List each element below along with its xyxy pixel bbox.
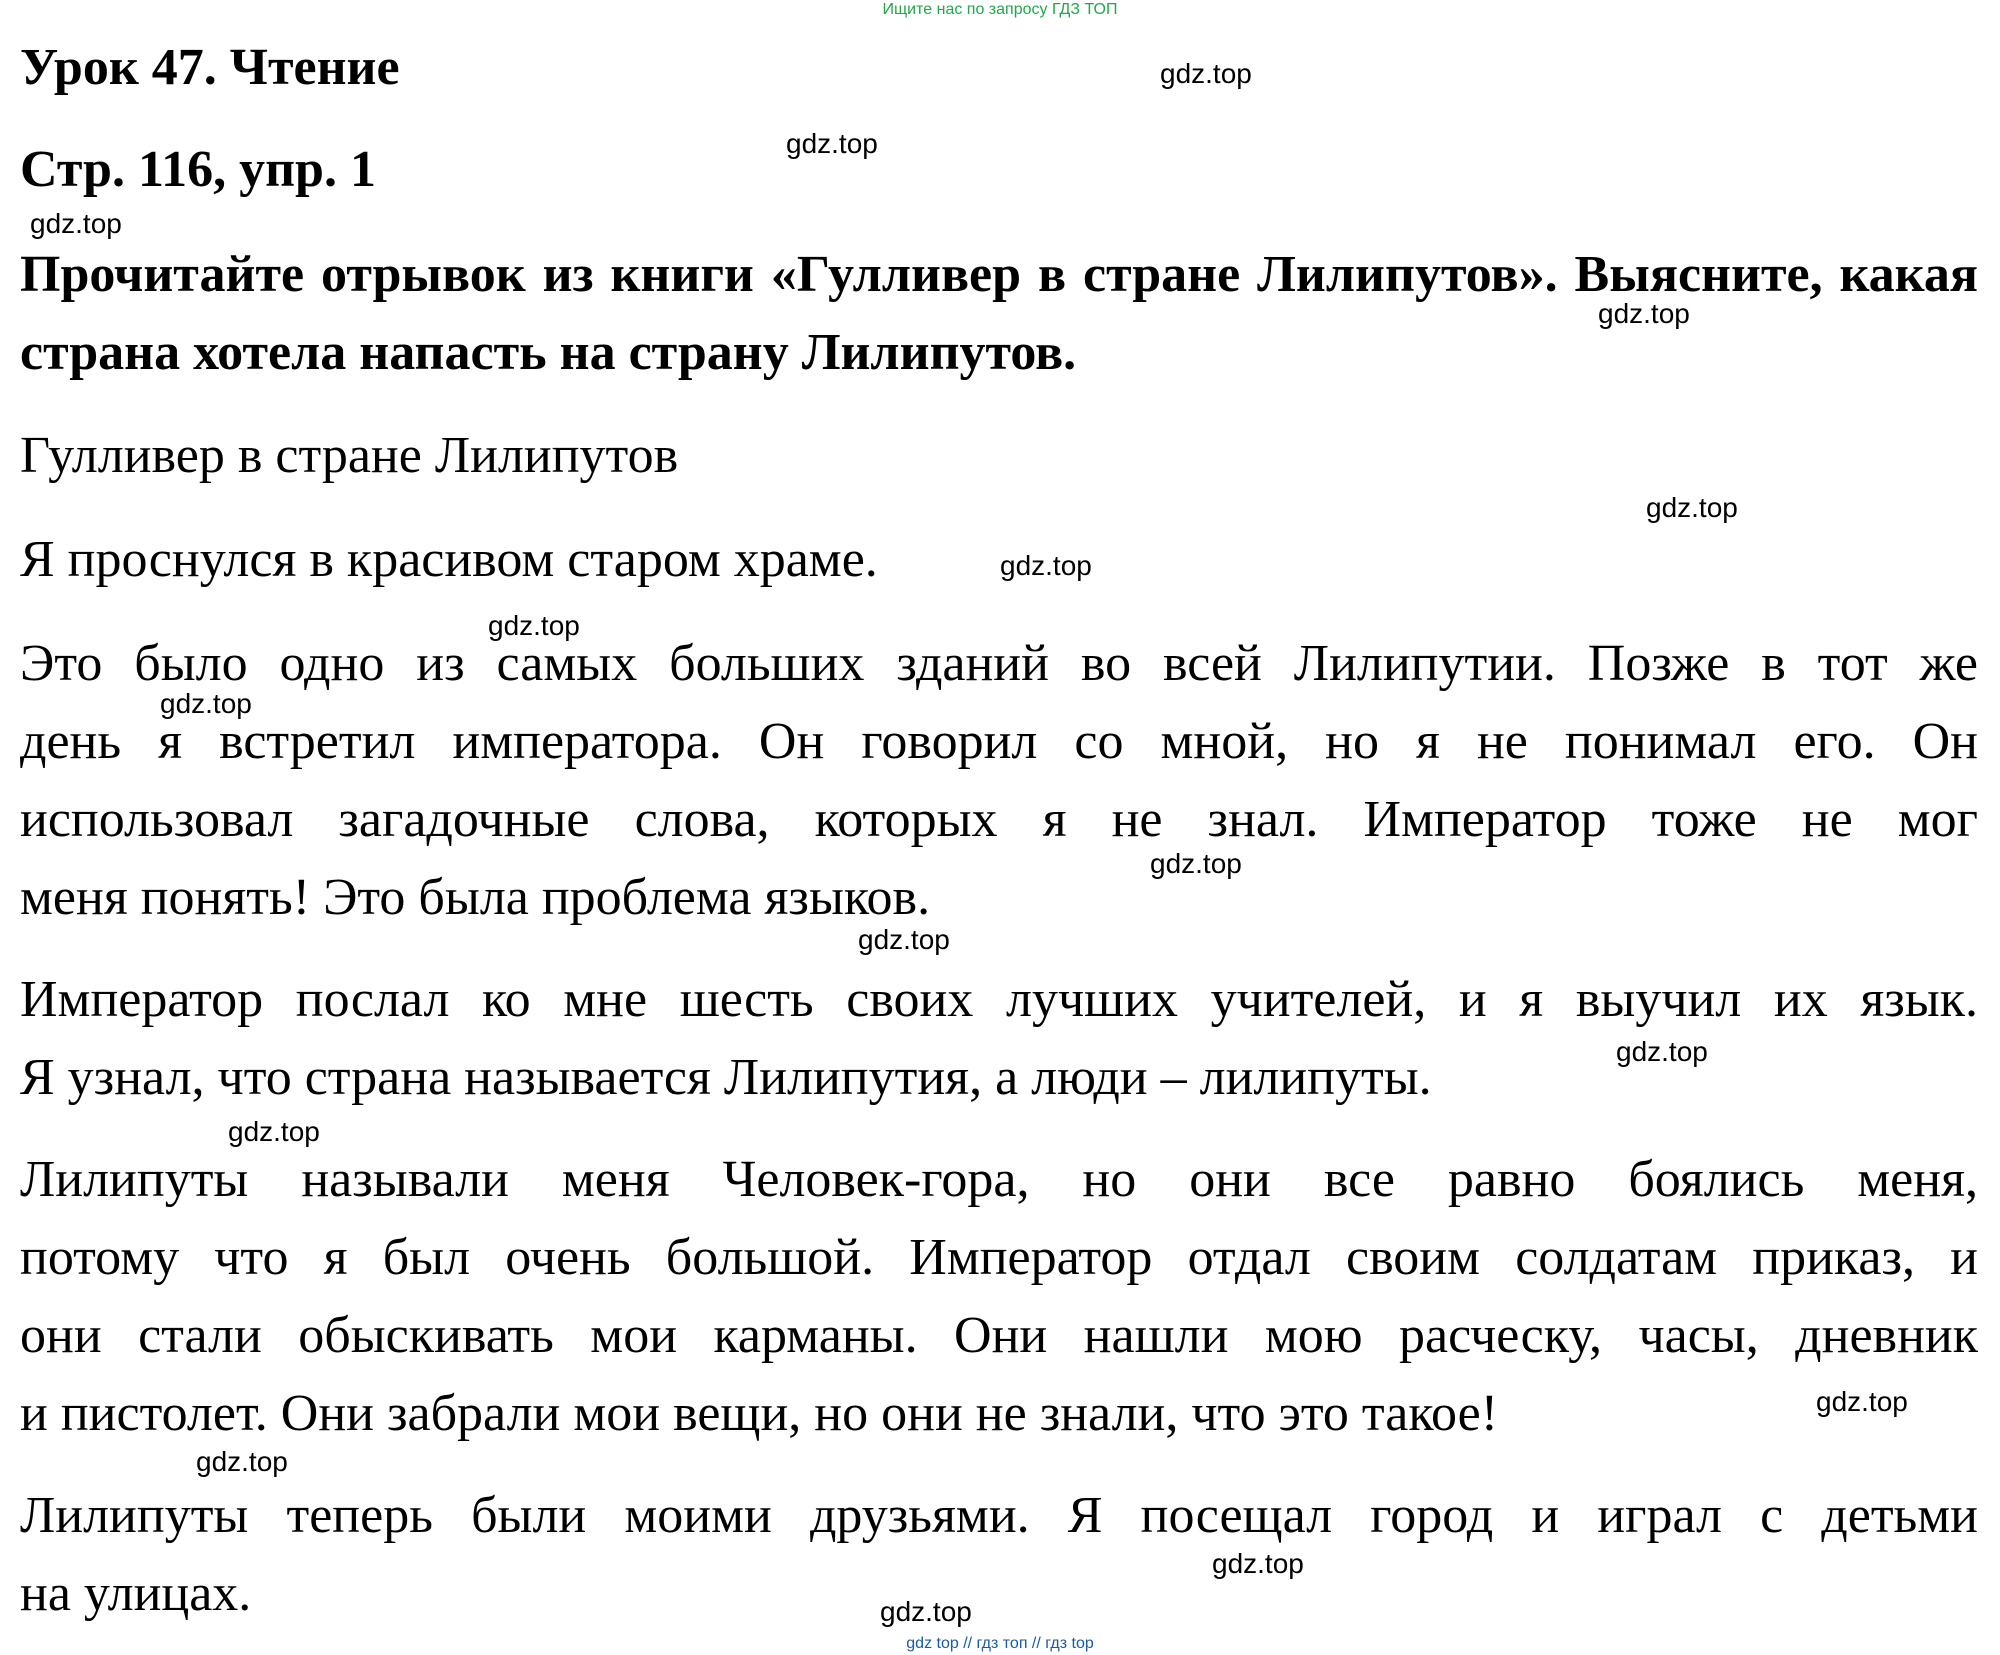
story-paragraph-4-line: они стали обыскивать мои карманы. Они нашли мою расческу, часы, дневник <box>20 1307 1978 1364</box>
top-banner[interactable]: Ищите нас по запросу ГДЗ ТОП <box>882 1 1118 18</box>
story-paragraph-3-line: Император послал ко мне шесть своих лучших учителей, и я выучил их язык. <box>20 971 1978 1028</box>
watermark: gdz.top <box>858 924 950 955</box>
story-paragraph-2-line: Это было одно из самых больших зданий во всей Лилипутии. Позже в тот же <box>20 635 1978 692</box>
watermark: gdz.top <box>488 610 580 641</box>
story-paragraph-2-line: день я встретил императора. Он говорил со мной, но я не понимал его. Он <box>20 713 1978 770</box>
task-text: Прочитайте отрывок из книги «Гулливер в стране Лилипутов». Выясните, какая страна хотела напасть на страну Лилипутов. <box>20 246 1978 381</box>
story-paragraph-5-line: Лилипуты теперь были моими друзьями. Я посещал город и играл с детьми <box>20 1487 1978 1544</box>
watermark: gdz.top <box>160 688 252 719</box>
story-paragraph-5-line: на улицах. <box>20 1565 252 1622</box>
story-paragraph-3-line: Я узнал, что страна называется Лилипутия, а люди – лилипуты. <box>20 1049 1432 1106</box>
watermark: gdz.top <box>30 208 122 239</box>
exercise-title: Стр. 116, упр. 1 <box>20 141 376 198</box>
watermark: gdz.top <box>1150 848 1242 879</box>
watermark: gdz.top <box>1212 1548 1304 1579</box>
watermark: gdz.top <box>228 1116 320 1147</box>
watermark: gdz.top <box>1616 1036 1708 1067</box>
story-title: Гулливер в стране Лилипутов <box>20 427 679 484</box>
watermark: gdz.top <box>880 1596 972 1627</box>
watermark: gdz.top <box>1000 550 1092 581</box>
story-paragraph-2-line: меня понять! Это была проблема языков. <box>20 869 931 926</box>
watermark: gdz.top <box>786 128 878 159</box>
lesson-title: Урок 47. Чтение <box>20 39 400 96</box>
watermark: gdz.top <box>1816 1386 1908 1417</box>
story-paragraph-2-line: использовал загадочные слова, которых я не знал. Император тоже не мог <box>20 791 1978 848</box>
footer-links[interactable]: gdz top // гдз топ // гдз top <box>906 1635 1094 1652</box>
story-paragraph-1: Я проснулся в красивом старом храме. <box>20 531 878 588</box>
watermark: gdz.top <box>1598 298 1690 329</box>
story-paragraph-4-line: потому что я был очень большой. Император отдал своим солдатам приказ, и <box>20 1229 1978 1286</box>
watermark: gdz.top <box>196 1446 288 1477</box>
story-paragraph-4-line: Лилипуты называли меня Человек-гора, но они все равно боялись меня, <box>20 1151 1978 1208</box>
watermark: gdz.top <box>1160 58 1252 89</box>
story-paragraph-4-line: и пистолет. Они забрали мои вещи, но они не знали, что это такое! <box>20 1385 1499 1442</box>
watermark: gdz.top <box>1646 492 1738 523</box>
